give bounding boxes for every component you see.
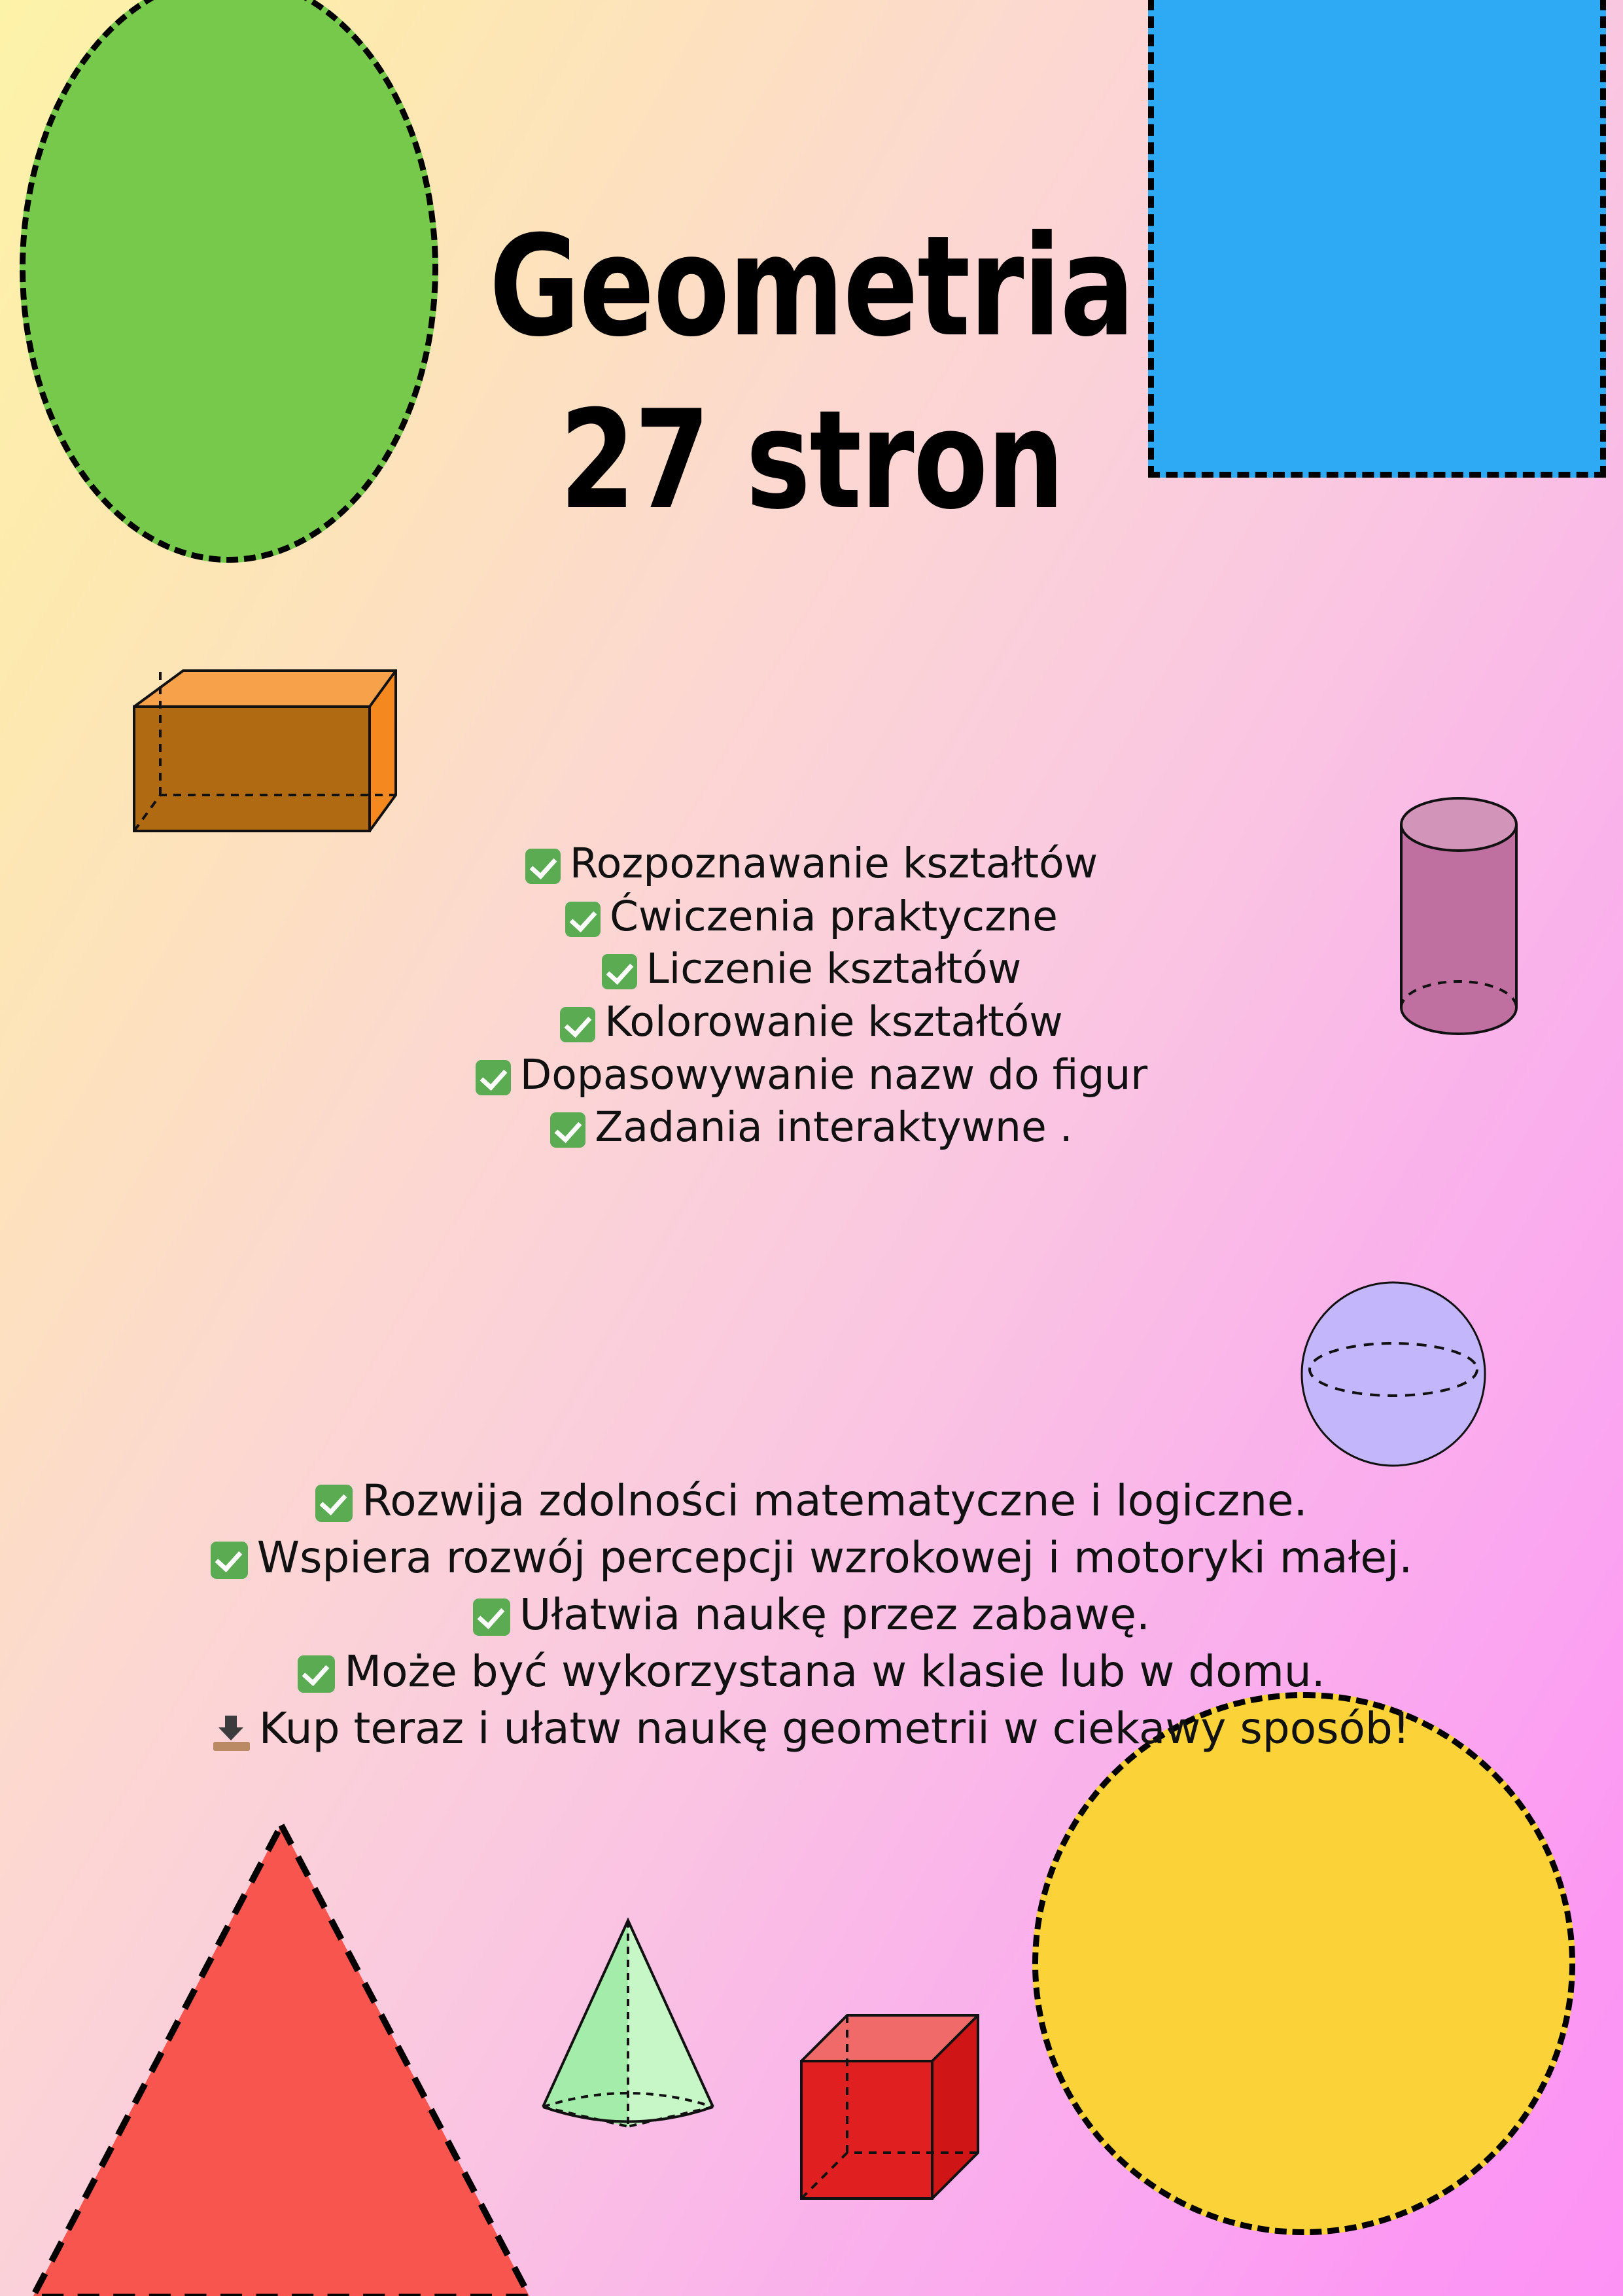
sphere-lavender-shape [1299,1279,1488,1469]
list-item [0,1101,1623,1154]
pyramid-green-shape [520,1911,736,2140]
checkmark-icon [476,1060,511,1095]
checkmark-icon [211,1542,248,1579]
list-item [0,891,1623,944]
cta-label: Kup teraz i ułatw naukę geometrii w ciekawy sposób! [258,1703,1410,1754]
checkmark-icon [315,1485,353,1522]
list-item [0,1586,1623,1643]
checkmark-icon [473,1598,510,1636]
checkmark-icon [525,849,561,884]
list-item [0,1529,1623,1586]
list-item [0,996,1623,1049]
benefit-label: Wspiera rozwój percepcji wzrokowej i motoryki małej. [256,1532,1413,1583]
list-item [0,1472,1623,1529]
cube-red-shape [788,2002,985,2218]
benefit-label: Może być wykorzystana w klasie lub w domu. [344,1646,1325,1697]
square-blue-shape [1148,0,1606,478]
title-line-1: Geometria [489,205,1134,367]
checkmark-icon [602,954,637,989]
feature-label: Zadania interaktywne . [595,1103,1073,1152]
ellipse-green-shape [20,0,438,563]
checkmark-icon [565,902,601,937]
triangle-red-shape [20,1812,543,2296]
benefit-label: Rozwija zdolności matematyczne i logiczne. [362,1475,1308,1526]
checkmark-icon [550,1112,585,1148]
checkmark-icon [560,1007,595,1042]
list-item [0,943,1623,996]
cuboid-orange-shape [121,661,396,844]
feature-label: Kolorowanie kształtów [604,997,1063,1046]
features-list [0,838,1623,1154]
list-item [0,1700,1623,1757]
benefit-label: Ułatwia naukę przez zabawę. [519,1589,1150,1640]
checkmark-icon [298,1655,335,1693]
feature-label: Rozpoznawanie kształtów [569,839,1098,887]
feature-label: Dopasowywanie nazw do figur [519,1050,1148,1099]
benefits-list [0,1472,1623,1757]
feature-label: Ćwiczenia praktyczne [610,892,1058,940]
list-item [0,1643,1623,1700]
feature-label: Liczenie kształtów [646,945,1022,993]
list-item [0,838,1623,891]
download-tray-icon [213,1714,250,1751]
circle-yellow-shape [1032,1692,1575,2235]
list-item [0,1049,1623,1102]
title-line-2: 27 stron [559,381,1064,540]
